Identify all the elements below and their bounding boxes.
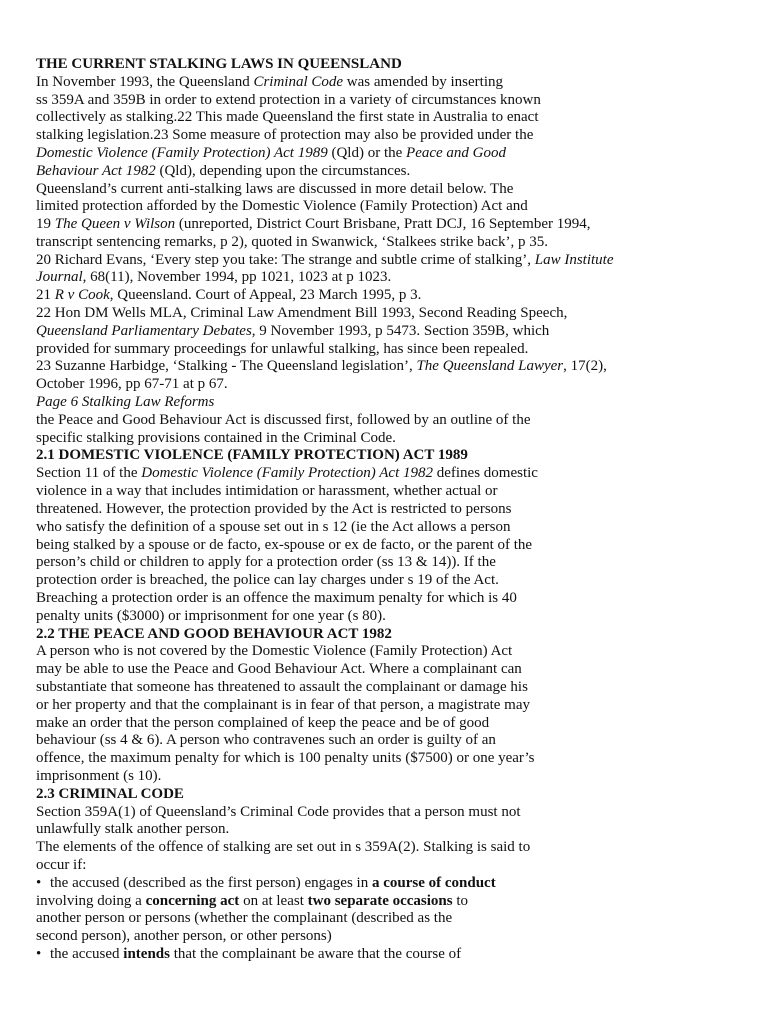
body-line: violence in a way that includes intimidation or harassment, whether actual or <box>36 483 498 499</box>
intro-line: stalking legislation.23 Some measure of protection may also be provided under the <box>36 127 534 143</box>
section-heading-2-1: 2.1 DOMESTIC VIOLENCE (FAMILY PROTECTION) ACT 1989 <box>36 447 468 463</box>
footnote-21 <box>36 286 421 304</box>
body-line: the Peace and Good Behaviour Act is discussed first, followed by an outline of the <box>36 412 531 428</box>
text: 23 Suzanne Harbidge, ‘Stalking - The Queensland legislation’, <box>36 358 417 374</box>
text: to <box>452 893 469 909</box>
bullet-item-continued: second person), another person, or other persons) <box>36 928 332 944</box>
body-line: or her property and that the complainant is in fear of that person, a magistrate may <box>36 697 530 713</box>
text: that the complainant be aware that the course of <box>169 946 462 962</box>
body-line: protection order is breached, the police can lay charges under s 19 of the Act. <box>36 572 499 588</box>
body-line: A person who is not covered by the Domestic Violence (Family Protection) Act <box>36 643 513 659</box>
body-line: Section 359A(1) of Queensland’s Criminal Code provides that a person must not <box>36 804 521 820</box>
text: (Qld), depending upon the circumstances. <box>155 163 411 179</box>
footnote-23: October 1996, pp 67-71 at p 67. <box>36 376 228 392</box>
text: 19 <box>36 216 55 232</box>
section-heading-2-2: 2.2 THE PEACE AND GOOD BEHAVIOUR ACT 1982 <box>36 626 392 642</box>
bold-text: concerning act <box>145 893 240 909</box>
italic-text: Behaviour Act 1982 <box>36 163 156 179</box>
body-line: substantiate that someone has threatened to assault the complainant or damage his <box>36 679 528 695</box>
body-line <box>36 464 538 482</box>
footnote-23 <box>36 357 607 375</box>
bold-text: two separate occasions <box>307 893 453 909</box>
body-line: behaviour (ss 4 & 6). A person who contravenes such an order is guilty of an <box>36 732 496 748</box>
text: the accused (described as the first person) engages in <box>50 875 372 891</box>
footnote-20 <box>36 251 614 269</box>
text: on at least <box>239 893 308 909</box>
body-line: may be able to use the Peace and Good Behaviour Act. Where a complainant can <box>36 661 522 677</box>
bullet-icon: • <box>36 875 42 891</box>
text: (unreported, District Court Brisbane, Pratt DCJ, 16 September 1994, <box>175 216 591 232</box>
body-line: offence, the maximum penalty for which is 100 penalty units ($7500) or one year’s <box>36 750 535 766</box>
bold-text: a course of conduct <box>371 875 496 891</box>
body-line: specific stalking provisions contained in the Criminal Code. <box>36 430 396 446</box>
intro-line <box>36 162 410 180</box>
bullet-icon: • <box>36 946 42 962</box>
page-header: Page 6 Stalking Law Reforms <box>36 394 215 410</box>
italic-text: Domestic Violence (Family Protection) Act 1989 <box>36 145 328 161</box>
text: was amended by inserting <box>343 74 504 90</box>
italic-text: R v Cook <box>54 287 110 303</box>
text: 21 <box>36 287 55 303</box>
footnote-22: provided for summary proceedings for unlawful stalking, has since been repealed. <box>36 341 529 357</box>
intro-line: ss 359A and 359B in order to extend protection in a variety of circumstances known <box>36 92 541 108</box>
text: involving doing a <box>36 893 146 909</box>
bold-text: intends <box>123 946 170 962</box>
italic-text: Peace and Good <box>406 145 506 161</box>
text: the accused <box>50 946 124 962</box>
text: 20 Richard Evans, ‘Every step you take: The strange and subtle crime of stalking’, <box>36 252 535 268</box>
italic-text: Criminal Code <box>253 74 344 90</box>
bullet-item <box>36 945 461 963</box>
body-line: person’s child or children to apply for a protection order (ss 13 & 14)). If the <box>36 554 496 570</box>
section-heading-2-3: 2.3 CRIMINAL CODE <box>36 786 184 802</box>
italic-text: Law Institute <box>534 252 614 268</box>
text: , 68(11), November 1994, pp 1021, 1023 at p 1023. <box>82 269 392 285</box>
intro-line <box>36 73 503 91</box>
body-line: who satisfy the definition of a spouse set out in s 12 (ie the Act allows a person <box>36 519 511 535</box>
footnote-20 <box>36 268 391 286</box>
text: , 17(2), <box>563 358 607 374</box>
footnote-19 <box>36 215 591 233</box>
text: , Queensland. Court of Appeal, 23 March 1995, p 3. <box>109 287 422 303</box>
text: , 9 November 1993, p 5473. Section 359B, which <box>251 323 550 339</box>
italic-text: The Queensland Lawyer <box>416 358 564 374</box>
body-line: The elements of the offence of stalking are set out in s 359A(2). Stalking is said to <box>36 839 531 855</box>
bullet-item-continued <box>36 892 468 910</box>
body-line: unlawfully stalk another person. <box>36 821 230 837</box>
intro-line: limited protection afforded by the Domestic Violence (Family Protection) Act and <box>36 198 528 214</box>
document-title: THE CURRENT STALKING LAWS IN QUEENSLAND <box>36 56 402 72</box>
text: Section 11 of the <box>36 465 142 481</box>
footnote-22: 22 Hon DM Wells MLA, Criminal Law Amendment Bill 1993, Second Reading Speech, <box>36 305 568 321</box>
body-line: occur if: <box>36 857 87 873</box>
text: defines domestic <box>432 465 538 481</box>
bullet-item <box>36 874 496 892</box>
body-line: being stalked by a spouse or de facto, ex-spouse or ex de facto, or the parent of the <box>36 537 533 553</box>
body-line: make an order that the person complained of keep the peace and be of good <box>36 715 490 731</box>
intro-line: Queensland’s current anti-stalking laws are discussed in more detail below. The <box>36 181 514 197</box>
body-line: threatened. However, the protection provided by the Act is restricted to persons <box>36 501 512 517</box>
footnote-19: transcript sentencing remarks, p 2), quoted in Swanwick, ‘Stalkees strike back’, p 35. <box>36 234 548 250</box>
body-line: penalty units ($3000) or imprisonment for one year (s 80). <box>36 608 386 624</box>
body-line: Breaching a protection order is an offence the maximum penalty for which is 40 <box>36 590 517 606</box>
text: (Qld) or the <box>327 145 407 161</box>
bullet-item-continued: another person or persons (whether the complainant (described as the <box>36 910 453 926</box>
text: In November 1993, the Queensland <box>36 74 254 90</box>
italic-text: Queensland Parliamentary Debates <box>36 323 252 339</box>
italic-text: The Queen v Wilson <box>54 216 176 232</box>
italic-text: Journal <box>36 269 83 285</box>
body-line: imprisonment (s 10). <box>36 768 162 784</box>
italic-text: Domestic Violence (Family Protection) Act 1982 <box>141 465 433 481</box>
intro-line: collectively as stalking.22 This made Queensland the first state in Australia to enact <box>36 109 539 125</box>
footnote-22 <box>36 322 549 340</box>
intro-line <box>36 144 506 162</box>
